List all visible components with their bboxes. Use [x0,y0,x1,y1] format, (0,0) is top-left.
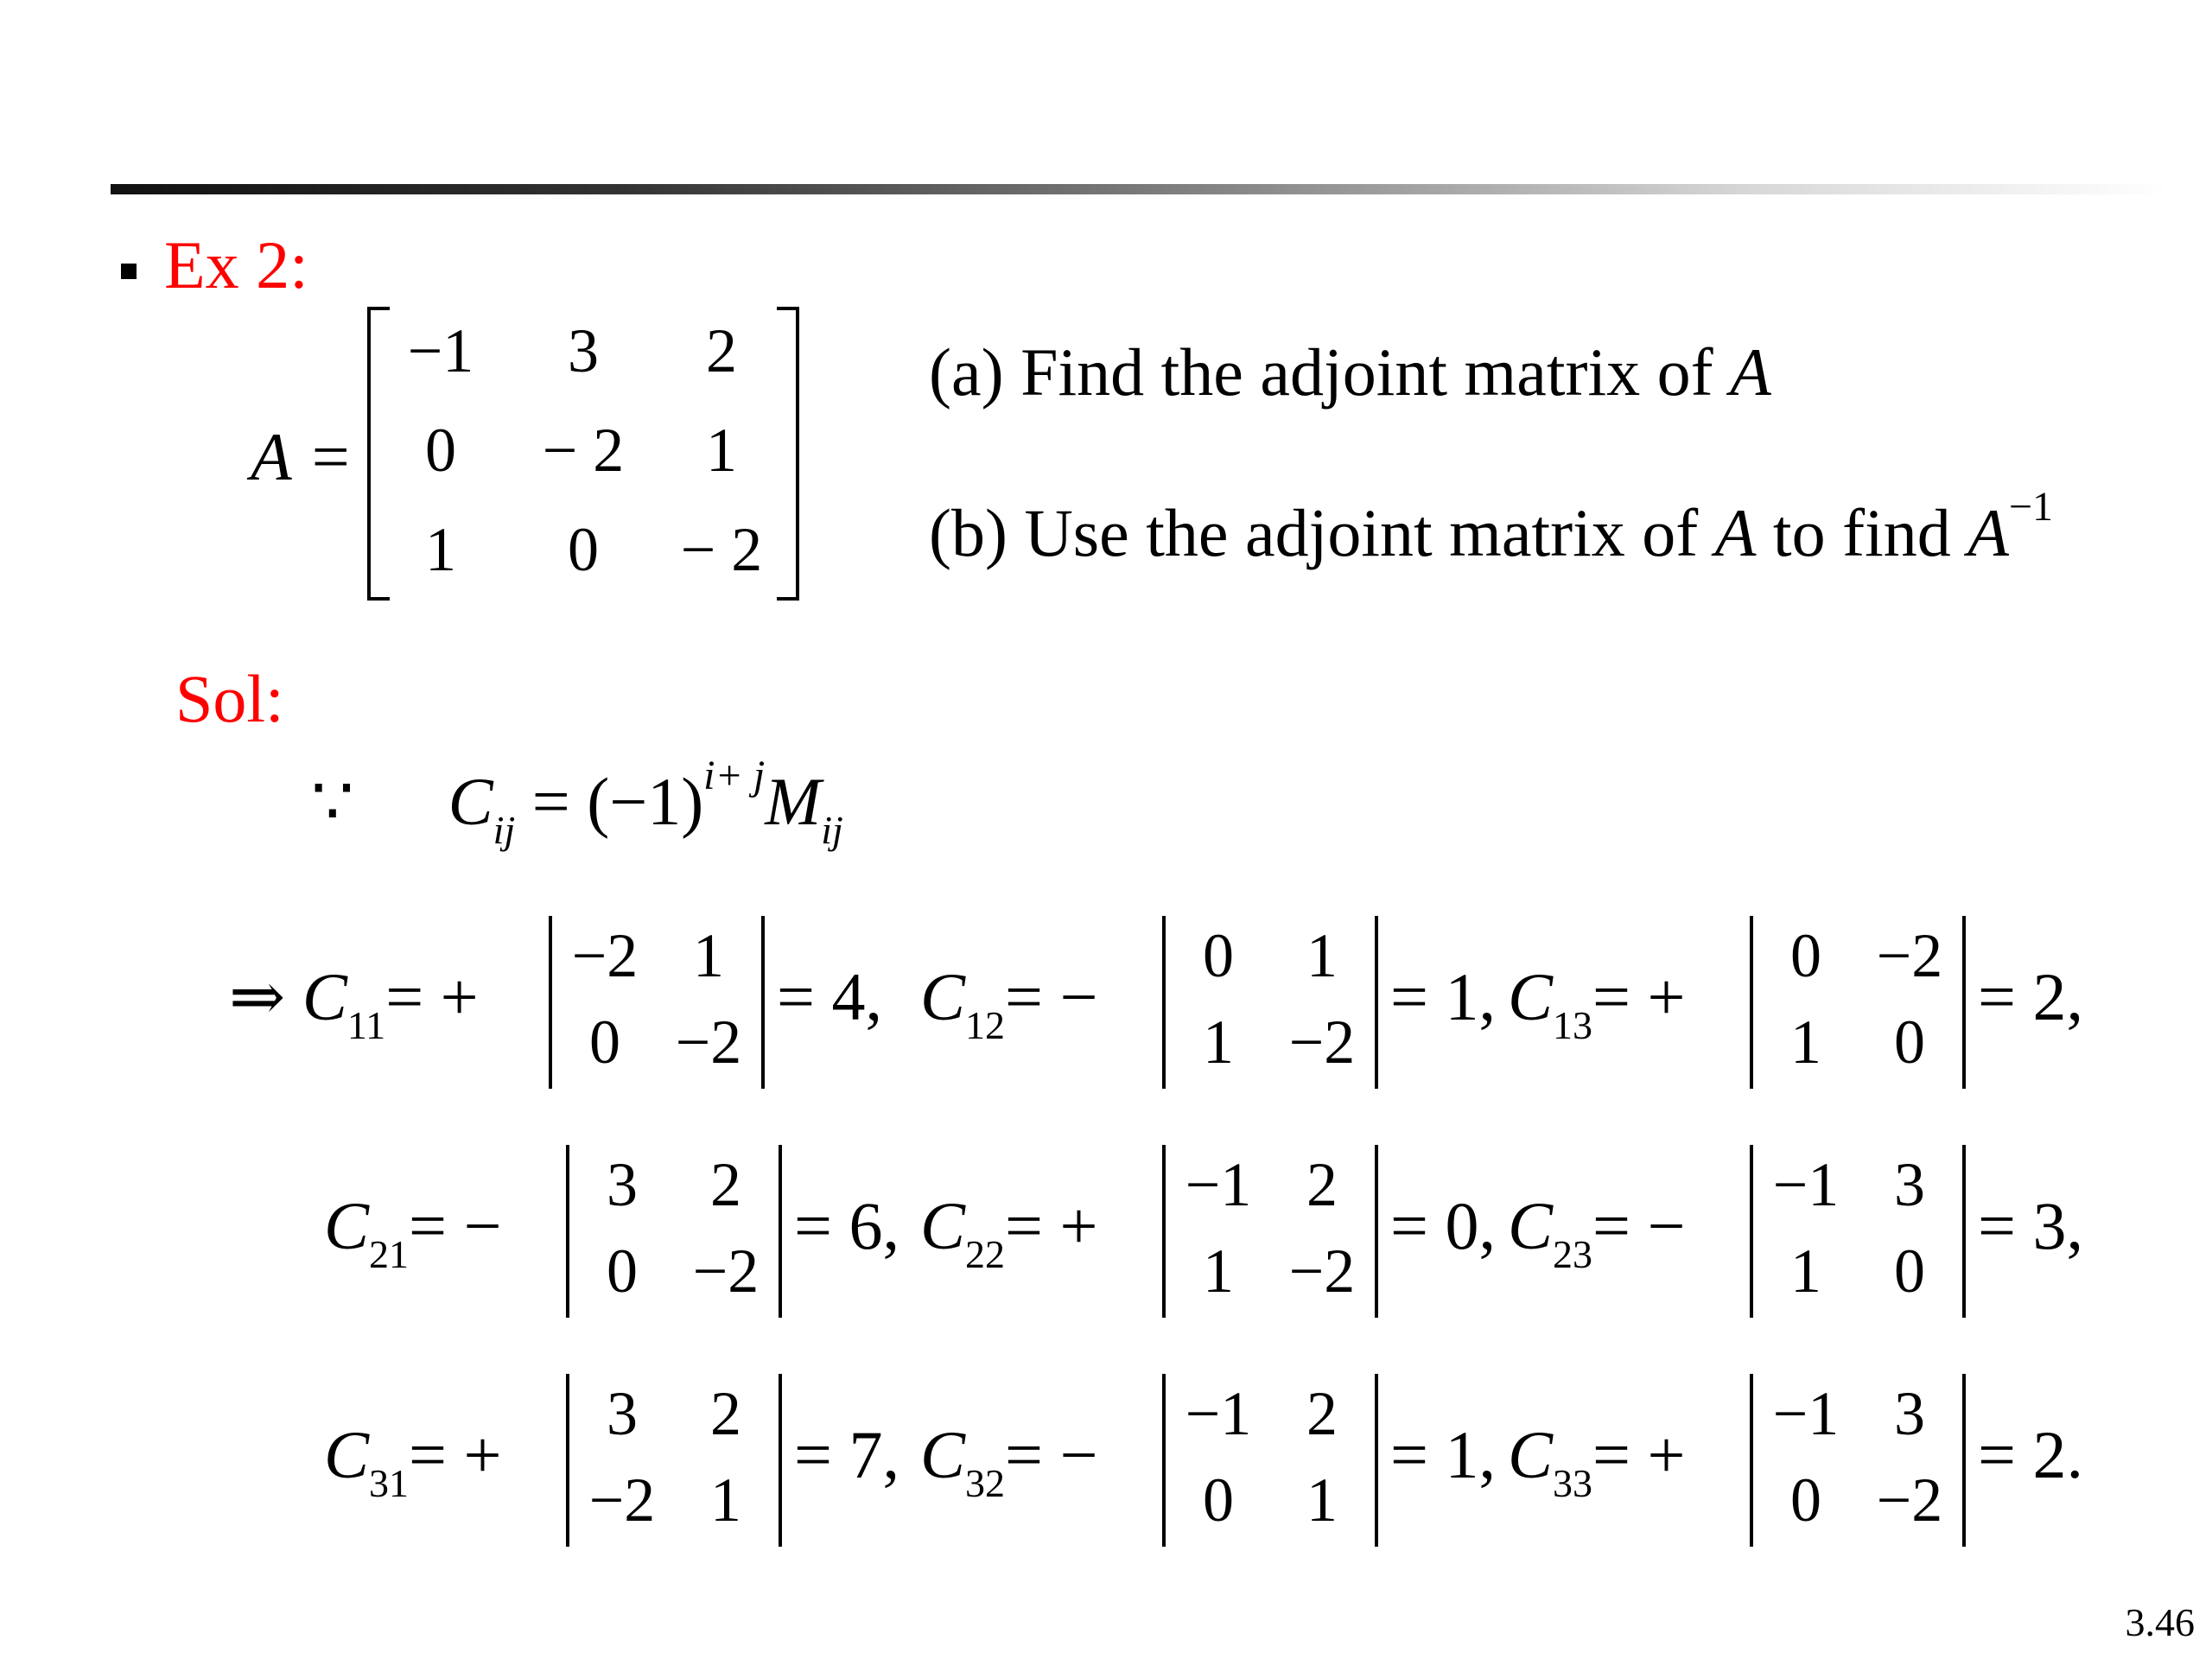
determinant [566,1145,782,1318]
determinant-cell: 1 [1203,1007,1234,1077]
matrix-a-cell: 1 [706,416,737,485]
matrix-a-label: A = [251,419,353,494]
determinant-cell: −2 [588,1465,656,1535]
determinant-cell: 2 [1306,1150,1338,1219]
determinant-cell: −2 [1288,1007,1356,1077]
determinant-cell: 1 [1306,921,1338,990]
determinant-cell: 1 [1790,1236,1821,1306]
determinant [1162,916,1378,1089]
determinant-cell: −2 [675,1007,742,1077]
determinant-cell: −2 [1288,1236,1356,1306]
determinant-cell: 1 [710,1465,741,1535]
cofactor-value: = 1, [1390,1417,1496,1492]
determinant-cell: −1 [1772,1150,1840,1219]
cofactor-value: = 3, [1978,1188,2083,1263]
determinant-cell: −1 [1185,1379,1252,1448]
determinant-cell: 0 [1894,1236,1925,1306]
determinant-cell: −2 [1876,921,1943,990]
determinant-cell: −2 [692,1236,760,1306]
determinant [1162,1145,1378,1318]
determinant-cell: 0 [1790,1465,1821,1535]
cofactor-lhs: $C_{22}=$ + [920,1188,1098,1276]
cofactor-formula: ∵ $C_{ij} = (-1)^{i+ j}M_{ij}$ [311,753,843,852]
cofactor-value: = 2. [1978,1417,2083,1492]
determinant-cell: −1 [1185,1150,1252,1219]
example-heading: Ex 2: [164,227,308,302]
determinant-cell: 1 [1790,1007,1821,1077]
determinant-cell: −2 [571,921,639,990]
matrix-a-cell: −1 [407,316,474,385]
determinant-cell: 0 [1203,1465,1234,1535]
determinant-cell: −2 [1876,1465,1943,1535]
determinant-cell: 0 [589,1007,620,1077]
determinant-cell: 1 [693,921,724,990]
cofactor-lhs: $C_{21}=$ − [324,1188,502,1276]
determinant-cell: 0 [1790,921,1821,990]
determinant-cell: 3 [607,1150,638,1219]
bullet-icon [121,264,137,279]
determinant [1750,916,1966,1089]
matrix-a-cell: 1 [425,515,456,584]
determinant [566,1374,782,1547]
determinant-cell: 1 [1203,1236,1234,1306]
cofactor-value: = 1, [1390,959,1496,1034]
title-divider [111,184,2167,194]
determinant [1162,1374,1378,1547]
task-a: (a) Find the adjoint matrix of A [929,334,1771,410]
determinant [1750,1145,1966,1318]
cofactor-lhs: $C_{12}=$ − [920,959,1098,1047]
cofactor-lhs: $C_{23}=$ − [1508,1188,1686,1276]
task-b: (b) Use the adjoint matrix of A to find $A^{-1}$ [929,484,2053,570]
determinant-cell: 2 [710,1150,741,1219]
determinant-cell: 2 [710,1379,741,1448]
cofactor-value: = 4, [777,959,882,1034]
determinant-cell: 3 [1894,1150,1925,1219]
determinant-cell: −1 [1772,1379,1840,1448]
determinant-cell: 3 [1894,1379,1925,1448]
page-number: 3.46 [2125,1600,2195,1644]
matrix-a-cell: 3 [568,316,599,385]
cofactor-value: = 2, [1978,959,2083,1034]
cofactor-lhs: $C_{13}=$ + [1508,959,1686,1047]
determinant [1750,1374,1966,1547]
determinant [549,916,765,1089]
cofactor-lhs: $C_{31}=$ + [324,1417,502,1505]
matrix-a-cell: − 2 [680,515,763,584]
determinant-cell: 2 [1306,1379,1338,1448]
cofactor-lhs: $C_{33}=$ + [1508,1417,1686,1505]
determinant-cell: 1 [1306,1465,1338,1535]
determinant-cell: 0 [1203,921,1234,990]
matrix-a-cell: − 2 [542,416,625,485]
cofactor-value: = 0, [1390,1188,1496,1263]
determinant-cell: 0 [607,1236,638,1306]
matrix-a-cell: 0 [425,416,456,485]
matrix-a-cell: 0 [568,515,599,584]
cofactor-value: = 7, [794,1417,899,1492]
matrix-a-cell: 2 [706,316,737,385]
cofactor-value: = 6, [794,1188,899,1263]
matrix-a [251,307,821,601]
cofactor-lhs: ⇒ $C_{11}=$ + [229,959,479,1047]
cofactor-lhs: $C_{32}=$ − [920,1417,1098,1505]
determinant-cell: 0 [1894,1007,1925,1077]
solution-heading: Sol: [175,661,284,736]
determinant-cell: 3 [607,1379,638,1448]
